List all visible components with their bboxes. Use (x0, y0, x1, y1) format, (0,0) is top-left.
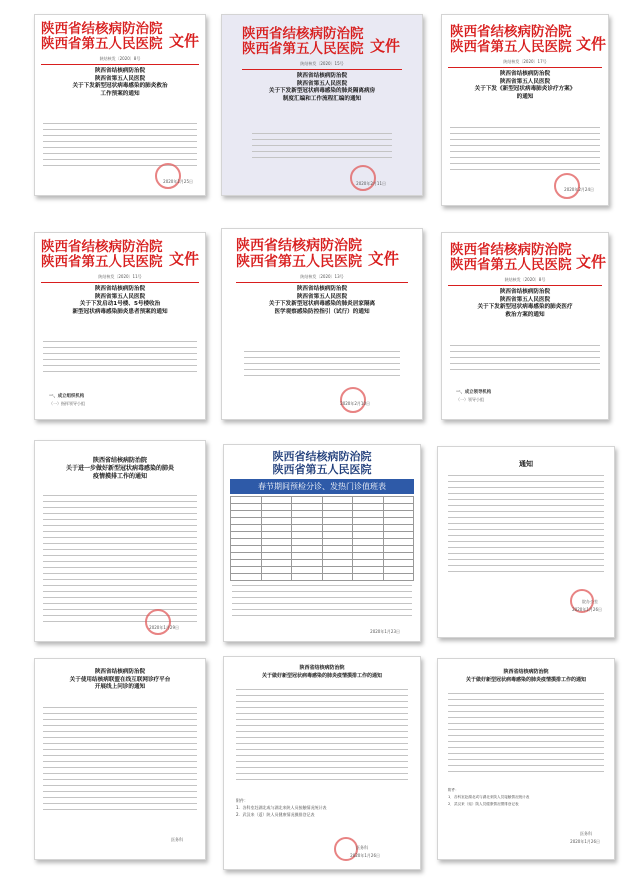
red-rule (448, 67, 602, 68)
body-text-lines (244, 351, 400, 381)
title-line: 制度汇编和工作流程汇编的通知 (282, 95, 362, 102)
doc-number: 陕结核发〔2020〕8号 (504, 277, 546, 283)
org-header (450, 243, 608, 273)
title-line: 陕西省第五人民医院 (296, 293, 348, 300)
table-row (231, 518, 414, 525)
body-text-lines (448, 693, 604, 777)
doc-title (39, 286, 201, 316)
document-thumbnail-10[interactable] (34, 658, 206, 860)
document-thumbnail-4[interactable] (34, 232, 206, 420)
title-line: 陕西省结核病防治院 (94, 68, 146, 75)
duty-schedule-table (230, 496, 414, 581)
org-name-line1: 陕西省结核病防治院 (236, 238, 362, 254)
document-thumbnail-6[interactable] (441, 232, 609, 420)
title-line: 疫情摸排工作的通知 (92, 473, 147, 481)
wenjian-mark: 文件 (576, 35, 607, 53)
doc-title (446, 289, 604, 319)
attachment-label: 附件： (448, 788, 459, 792)
title-line: 陕西省第五人民医院 (94, 293, 146, 300)
org-name-line2: 陕西省第五人民医院 (242, 41, 364, 58)
doc-date: 2020年2月10日 (340, 401, 370, 406)
body-text-lines (43, 341, 197, 377)
title-line: 新型冠状病毒感染肺炎患者预案的通知 (72, 308, 168, 315)
title-line: 陕西省结核病防治院 (499, 289, 551, 296)
official-seal (554, 173, 580, 199)
title-line: 关于下发《新型冠状病毒肺炎诊疗方案》 (474, 86, 576, 93)
red-rule (236, 282, 408, 283)
title-line: 关于下发新型冠状病毒感染的肺炎救治 (72, 83, 168, 90)
official-seal (340, 387, 366, 413)
doc-date: 2020年1月29日 (149, 625, 179, 630)
body-text-lines (450, 345, 600, 375)
section-subitem: （一）领导小组 (456, 397, 484, 402)
title-line: 关于做好新型冠状病毒感染的肺炎疫情摸排工作的通知 (261, 672, 382, 679)
title-line: 救治方案的通知 (505, 311, 545, 318)
org-name-line1: 陕西省结核病防治院 (450, 24, 572, 40)
org-name-line2: 陕西省第五人民医院 (450, 39, 572, 56)
document-thumbnail-2[interactable] (221, 14, 423, 196)
title-line: 陕西省结核病防治院 (296, 286, 348, 293)
table-row (231, 553, 414, 560)
title-line: 陕西省结核病防治院 (299, 665, 345, 671)
doc-title (228, 665, 416, 680)
table-row (231, 525, 414, 532)
official-seal (155, 163, 181, 189)
doc-date: 2020年1月23日 (370, 629, 400, 634)
title-line: 工作预案的通知 (100, 90, 140, 97)
doc-title (226, 73, 418, 103)
doc-title (39, 457, 201, 481)
table-row (231, 504, 414, 511)
doc-number: 陕结核发〔2020〕11号 (98, 274, 142, 280)
org-name-line2: 陕西省第五人民医院 (41, 36, 163, 53)
body-text-lines (252, 133, 392, 163)
doc-date: 2020年1月25日 (163, 179, 193, 184)
org-name-line2: 陕西省第五人民医院 (41, 254, 163, 271)
notes-lines (232, 585, 412, 621)
org-name-line2: 陕西省第五人民医院 (236, 253, 362, 270)
signatory: 医务科 (580, 831, 592, 836)
org-name-line1: 陕西省结核病防治院 (450, 242, 572, 258)
title-line: 陕西省第五人民医院 (94, 75, 146, 82)
header-line: 陕西省结核病防治院 (272, 450, 372, 463)
document-thumbnail-5[interactable] (221, 228, 423, 420)
signatory: 院办公室 (582, 599, 598, 604)
table-row (231, 560, 414, 567)
signatory: 医务科 (171, 837, 183, 842)
doc-date: 2020年1月26日 (350, 853, 380, 858)
org-name-line1: 陕西省结核病防治院 (41, 239, 163, 255)
schedule-header (224, 451, 420, 476)
wenjian-mark: 文件 (169, 32, 200, 50)
doc-number: 陕结核发〔2020〕15号 (300, 61, 344, 67)
doc-title (226, 286, 418, 316)
title-line: 陕西省结核病防治院 (94, 286, 146, 293)
document-thumbnail-7[interactable] (34, 440, 206, 642)
document-thumbnail-9[interactable] (437, 446, 615, 638)
header-line: 陕西省第五人民医院 (272, 462, 372, 476)
doc-title (39, 669, 201, 692)
document-thumbnail-3[interactable] (441, 14, 609, 206)
red-rule (41, 64, 199, 65)
title-line: 关于做好新型冠状病毒感染的肺炎疫情摸排工作的通知 (465, 676, 586, 683)
title-line: 陕西省结核病防治院 (92, 457, 147, 464)
title-line: 陕西省结核病防治院 (296, 73, 348, 80)
attachment-item: 1．各科室赴湖北或与湖北来陕人员接触情况统计表 (236, 805, 327, 810)
org-name-line1: 陕西省结核病防治院 (242, 26, 364, 42)
doc-title (39, 68, 201, 98)
title-line: 关于进一步做好新型冠状病毒感染的肺炎 (65, 465, 174, 473)
table-row (231, 539, 414, 546)
doc-date: 2020年1月26日 (572, 607, 602, 612)
org-name-line1: 陕西省结核病防治院 (41, 21, 163, 37)
attachments (448, 787, 529, 808)
red-rule (242, 69, 402, 70)
title-line: 关于下发新型冠状病毒感染的肺炎隔离病房 (268, 88, 376, 95)
title-line: 陕西省结核病防治院 (499, 71, 551, 78)
doc-title (446, 71, 604, 101)
title-line: 陕西省第五人民医院 (499, 296, 551, 303)
title-line: 关于使用结核病联盟在线互联网诊疗平台 (69, 676, 171, 683)
schedule-banner: 春节期间预检分诊、发热门诊值班表 (230, 479, 414, 494)
document-thumbnail-12[interactable] (437, 658, 615, 860)
body-text-lines (448, 475, 604, 577)
table-row (231, 567, 414, 574)
org-header (41, 22, 205, 52)
document-thumbnail-11[interactable] (223, 656, 421, 870)
document-thumbnail-8[interactable] (223, 444, 421, 642)
body-text-lines (236, 689, 408, 785)
body-text-lines (43, 707, 197, 815)
title-line: 开展线上问诊的通知 (94, 684, 146, 691)
attachment-item: 2．武汉来（返）陕人员健康情况摸排登记表 (448, 802, 519, 806)
title-line: 关于下发新型冠状病毒感染的肺炎医疗 (477, 304, 573, 311)
attachment-label: 附件： (236, 798, 248, 803)
org-header (236, 239, 422, 270)
title-line: 关于下发启动1号楼、5号楼收治 (79, 301, 161, 308)
body-text-lines (450, 127, 600, 175)
doc-number: 陕结核发〔2020〕13号 (300, 274, 344, 280)
section-heading: 一、成立领导机构 (456, 390, 492, 395)
wenjian-mark: 文件 (368, 250, 400, 268)
official-seal (350, 165, 376, 191)
title-line: 医学观察感染防控指引（试行）的通知 (274, 308, 370, 315)
table-row (231, 511, 414, 518)
title-line: 关于下发新型冠状病毒感染的肺炎居家隔离 (268, 301, 376, 308)
title-line: 陕西省结核病防治院 (94, 669, 146, 675)
official-seal (145, 609, 171, 635)
signatory: 医务科 (356, 845, 368, 850)
doc-date: 2020年2月24日 (564, 187, 594, 192)
title-line: 陕西省第五人民医院 (296, 80, 348, 87)
red-rule (448, 285, 602, 286)
table-row (231, 546, 414, 553)
attachment-item: 1．各科室赴湖北或与湖北来陕人员接触情况统计表 (448, 795, 530, 799)
org-name-line2: 陕西省第五人民医院 (450, 257, 572, 274)
title-line: 陕西省结核病防治院 (503, 669, 549, 675)
title-line: 陕西省第五人民医院 (499, 78, 551, 85)
table-row (231, 532, 414, 539)
wenjian-mark: 文件 (576, 253, 607, 271)
section-subitem: （一）指挥领导小组 (49, 401, 85, 406)
table-row (231, 574, 414, 581)
section-heading: 一、成立组织机构 (49, 394, 85, 399)
doc-number: 陕结核发〔2020〕8号 (99, 56, 141, 62)
body-text-lines (43, 495, 197, 627)
doc-date: 2020年2月11日 (356, 181, 386, 186)
doc-title (442, 669, 610, 684)
table-row (231, 497, 414, 504)
attachments (236, 797, 327, 818)
document-thumbnail-1[interactable] (34, 14, 206, 196)
wenjian-mark: 文件 (169, 250, 200, 268)
title-line: 的通知 (516, 93, 534, 100)
org-header (41, 240, 205, 270)
doc-date: 2020年1月26日 (570, 839, 600, 844)
red-rule (41, 282, 199, 283)
attachment-item: 2．武汉来（返）陕人员健康情况摸排登记表 (236, 812, 315, 817)
org-header (450, 25, 608, 55)
notice-title: 通知 (519, 460, 533, 468)
doc-number: 陕结核发〔2020〕17号 (503, 59, 547, 65)
wenjian-mark: 文件 (370, 37, 401, 55)
org-header (242, 27, 422, 57)
